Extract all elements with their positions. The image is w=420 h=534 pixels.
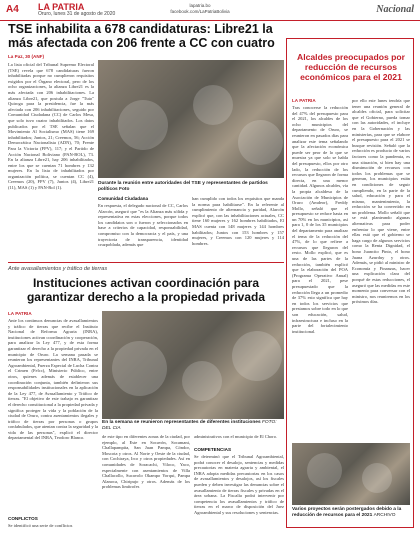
story2-column-1: Ante los continuos denuncias de avasallamientos y tráfico de tierras que recibe el Instituto Nacional de Reforma Agraria (INRA), instituciones activan coordinación y cooperación, para analizar la Ley 477, y de esta forma garantizar el derecho a la propiedad privada en el municipio de Oruro. La semana pasada se reunieron los representantes del INRA, Tribunal Agroambiental, Fuerza Especial de Lucha Contra el Crimen (Felcc), Ministerio Público, entre otros, quienes además de establecer una coordinación conjunta, también definieron sus responsabilidades institucionales en la aplicación de la Ley 477, de Avasallamiento y Tráfico de tierras. "El objetivo de este trabajo es garantizar el derecho constitucional a la propiedad privada y significa proteger la vida y la población de la ciudad de Oruro, contra asentamientos ilegales y tráfico de tierras por personas o grupos confabulados, que atentan contra la seguridad y la vida de las personas", explicó el director departamental del INRA, Teodoro Blanco. [8,318,98,441]
story2-subhead-competencias: COMPETENCIAS [194,447,232,452]
story2-column-2: de este tipo en diferentes zonas de la ciudad, por ejemplo, al Este en Socavón, Socamani, Challapampita, San Juan Pampa, Cóndor, Moscota y otros. Al Norte y Oeste de la ciudad, con Cochiraya, Irco y otros propiedades. Así en comunidades de Soracachi, Viloco, Yaco, especialmente con asentamientos de Villa Challacollo, Sucavolo Okampo Yorqui, Pampa Alanoca, Chiripujo y otros. Además de los problemas limítrofes [102,434,190,490]
story3-headline: Alcaldes preocupados por reducción de recursos económicos para el 2021 [297,52,405,82]
story3-caption-text: Varios proyectos serán postergados debido a la reducción de recursos para el 2021 [292,507,402,518]
story1-column-2: En respuesta, el delegado nacional de CC, Carlos Alarcón, aseguró que "es la Alianza más sólida y representativa en estas elecciones, porque todos los candidatos son o fueron y seleccionados en base a criterios de capacidad, responsabilidad, compromiso con la democracia y el país, y una trayectoria de transparencia, identidad cruzpoblada, además que [98,203,188,248]
story1-byline: La Paz, 30 (ANF) [8,54,44,59]
story1-subhead: Comunidad Ciudadana [98,196,149,201]
web-facebook: facebook.com/LaPatriaBolivia [170,9,230,14]
story2-column-3: administrativos con el municipio de El Choro. [194,434,278,439]
divider [8,262,284,263]
story3-photo [292,443,410,505]
section-name: Nacional [376,4,414,15]
story1-headline: TSE inhabilita a 678 candidaturas: Libre21 la más afectada con 206 frente a CC con cuatro [8,22,275,50]
story3-column-2: por ello este lunes tendría que tener una reunión general de alcaldes oficial, para solicitar que el Gobierno, pueda tomar con las autoridades, el incluye en la Gobernación y las ministerías, para que se elabore el presupuesto para el 2021 se busque revisión. Señaló que la reducción es producto de varios factores como la pandemia, es una situación, si bien hay una disminución de recursos con todos los problemas que se generan, los municipios están en condiciones de seguir cumpliendo, en la parte de la salud, educación y para el mismo, mantenimiento, la reducción se ha convertido en un problema. Mollo señaló que se está planteando algunas alternativas para poder enfrentar lo que viene, entre ellas está que el gobierno se haga cargo de algunos servicios como la Renta Dignidad, el bono Juancito Pinto, el bono Juana Azurduy y otros. Además, se pidió al ministro de Economía y Finanzas, hacer una explicación clara del porqué de estas reducciones, el aseguró que las medidas en este momento para conversar con el ministro, nos reuniremos en los próximos días. [352,98,410,305]
story2-column-1b: Se identificó una serie de conflictos [8,523,73,528]
web-info [150,3,250,15]
page-number: A4 [6,4,19,15]
story1-photo [98,60,284,178]
web-site: lapatria.bo [189,3,211,8]
issue-date: Oruro, lunes 31 de agosto de 2020 [38,11,116,17]
story2-dateline: LA PATRIA [8,311,32,316]
story2-caption-credit: FOTO: DEL CIA [102,420,277,431]
story2-caption [102,420,284,432]
newspaper-logo: LA PATRIA [38,2,85,12]
story1-caption: Durante la reunión entre autoridades del TSE y representantes de partidos políticos Foto [98,181,268,192]
story1-column-3: han cumplido con todos los requisitos que manda la norma para habilitarse". En la referente al cumplimiento de alternancia y paridad, Alarcón explicó que, con las inhabilitaciones actuales, CC tiene 160 mujeres y 162 hombres habilitados, El MAS cuenta con 148 mujeres y 144 hombres habilitados; Juntos con 153 hombres y 157 mujeres, y Creemos con 120 mujeres y 114 hombres. [192,196,284,246]
story2-kicker: Ante avasallamientos y tráfico de tierras [8,266,108,272]
story3-column-1: Tras conocerse la reducción del 47% del presupuesto para el 2021, los alcaldes de los ocho municipios del departamento de Oruro, se reunieron en pasados días para analizar este tema señalando que la afectación económica puede ser peor de lo que se muestra ya que solo se habla del presupuesto, ellos por otro lado, la reducción de los recursos que llegaron de forma directa, en una menor cantidad. Algunos alcaldes, vía la propia alcaldesa de la Asociación de Municipios de Oruro (Amdeor), Freddy Mollo, señaló que el presupuesto se reduce hasta en un 70% en los municipios, así para 1, 0 de los 35 municipios del departamento para analizar el tema de la reducción del 47%, de lo que refiere a recursos que llegaron del resto. Mollo explicó, que es una de las partes de la reducción, también explicó que la elaboración del POA (Programa Operativo Anual) para el 2021, pese presupuestado que la reducción llega a un promedio de 37% esto significa que hay en todos los servicios que prestamos sobre todo en lo que son educación, salud, infraestructura e incluso en la parte del fortalecimiento institucional. [292,105,348,334]
story3-caption [292,507,410,519]
story2-photo [102,311,284,419]
story3-dateline: LA PATRIA [292,98,316,103]
story2-column-3b: Se determinó que el Tribunal Agroambiental, podrá conocer el desalojo, sentencias y medidas precautorias en materia agraria y ambiental, el INRA adopta medidas precautorias en los casos de avasallamientos y desalojos, así los fiscales pueden y deben investigar las denuncias sobre el avasallamiento de tierras fiscales y privadas en el área urbana. La Fiscalía podrá intervenir por competencia los avasallamientos y tráfico de tierras en el marco de disposición del Juez Agroambiental y sus resoluciones y sentencias. [194,454,284,515]
story2-headline: Instituciones activan coordinación para garantizar derecho a la propiedad privada [26,276,266,304]
story2-subhead-conflictos: CONFLICTOS [8,516,38,521]
story3-caption-credit: ARCHIVO [373,513,396,518]
story1-column-1: La lista oficial del Tribunal Supremo Electoral (TSE) revela que 678 candidaturas fueron inhabilitadas porque no cumplieron requisitos exigidos por el Órgano electoral, pero de los ocho organizaciones, la alianza Libre21 es la más afectada con 206 inhabilitaciones. La alianza Libre21, que postula a Jorge "Tuto" Quiroga para la presidencia, fue la más afectada con 206 inhabilitaciones, seguido por Comunidad Ciudadana (CC) de Carlos Mesa, que solo tuvo cuatro inhabilitados. Los datos publicados por el TSE señalan que el Movimiento Al Socialismo (MAS) tiene 169 inhabilitados; Juntos, 21; Creemos, 56; Acción Democrática Nacionalista (ADN), 70; Frente Para la Victoria (FPV), 117; y el Partido de Acción Nacional Boliviano (PAN-BOL), 73. En la alianza Libre21, hay 206 inhabilitados, entre los que se cuentan 71 hombres y 132 mujeres. En la lista de inhabilitados por organización política, se cuentan CC (4), Creemos (20), FPV (7), Juntos (4), Libre21 (11), MAS (1) y PAN-Bol (1). [8,62,94,191]
story2-caption-text: En la semana se reunieron representantes de diferentes instituciones [102,420,261,425]
